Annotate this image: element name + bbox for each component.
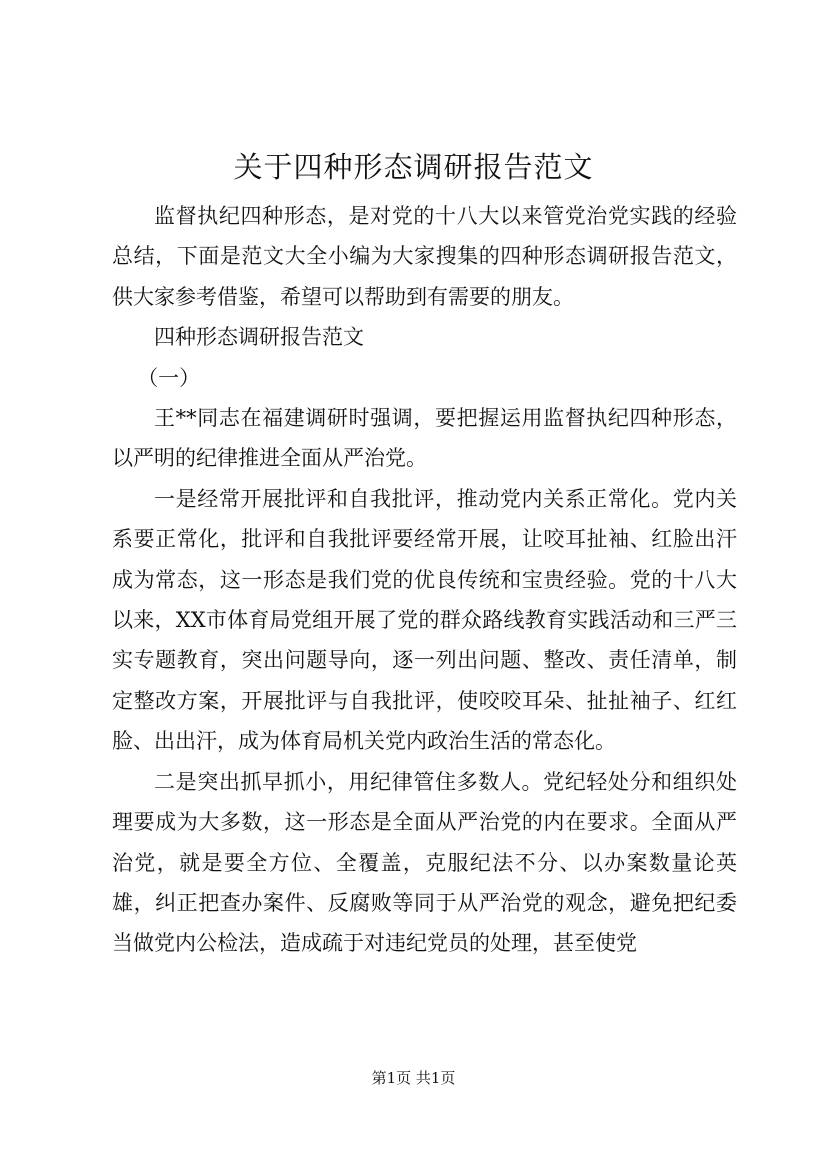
paragraph-intro: 监督执纪四种形态，是对党的十八大以来管党治党实践的经验总结，下面是范文大全小编为大家搜集的四种形态调研报告范文，供大家参考借鉴，希望可以帮助到有需要的朋友。: [112, 204, 737, 309]
document-body: [112, 196, 737, 964]
paragraph-subtitle: 四种形态调研报告范文: [154, 325, 364, 350]
paragraph-2: 一是经常开展批评和自我批评，推动党内关系正常化。党内关系要正常化，批评和自我批评要经常开展，让咬耳扯袖、红脸出汗成为常态，这一形态是我们党的优良传统和宝贵经验。党的十八大以来，XX市体育局党组开展了党的群众路线教育实践活动和三严三实专题教育，突出问题导向，逐一列出问题、整改、责任清单，制定整改方案，开展批评与自我批评，使咬咬耳朵、扯扯袖子、红红脸、出出汗，成为体育局机关党内政治生活的常态化。: [112, 486, 737, 754]
paragraph-1: 王**同志在福建调研时强调，要把握运用监督执纪四种形态，以严明的纪律推进全面从严治党。: [112, 406, 737, 471]
section-marker: （一）: [137, 365, 201, 390]
paragraph-3: 二是突出抓早抓小，用纪律管住多数人。党纪轻处分和组织处理要成为大多数，这一形态是全面从严治党的内在要求。全面从严治党，就是要全方位、全覆盖，克服纪法不分、以办案数量论英雄，纠正把查办案件、反腐败等同于从严治党的观念，避免把纪委当做党内公检法，造成疏于对违纪党员的处理，甚至使党: [112, 769, 737, 956]
page-footer: 第1页 共1页: [371, 1069, 456, 1087]
document-title: 关于四种形态调研报告范文: [233, 150, 594, 184]
